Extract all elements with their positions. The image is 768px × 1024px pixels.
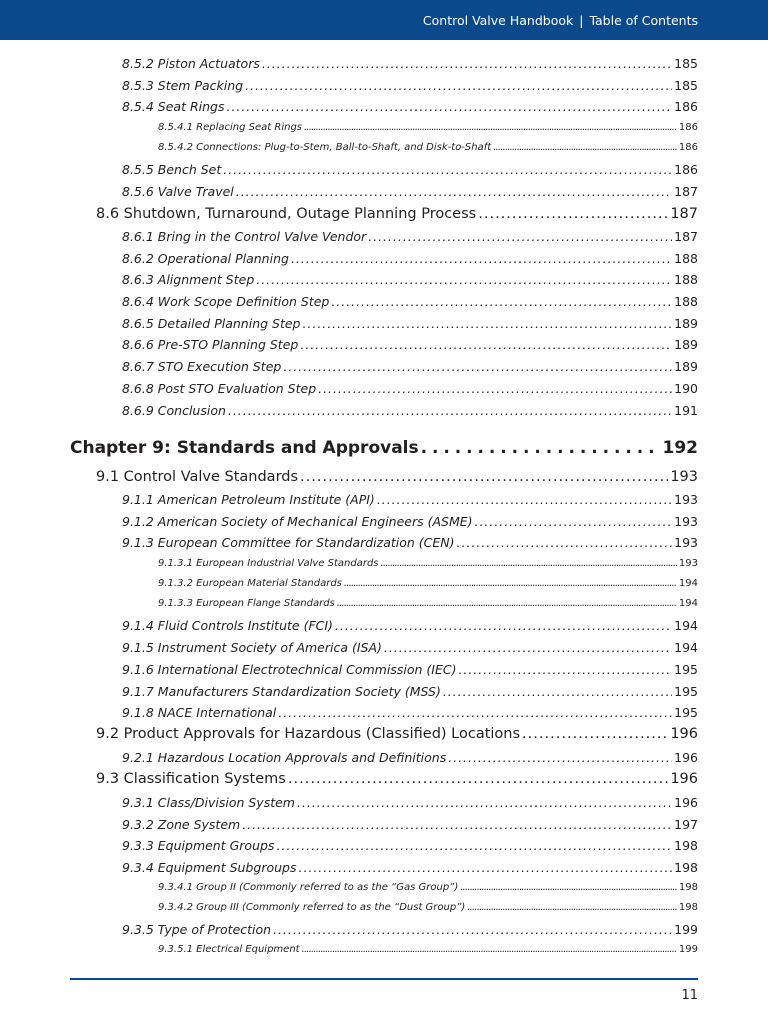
dot-leader bbox=[223, 162, 672, 177]
toc-entry-label: 9.3.3 Equipment Groups bbox=[122, 838, 275, 853]
toc-entry[interactable] bbox=[96, 771, 698, 787]
toc-entry-label: 9.3.1 Class/Division System bbox=[122, 795, 295, 810]
dot-leader bbox=[368, 229, 672, 244]
toc-entry-page: 187 bbox=[670, 206, 698, 222]
toc-entry[interactable] bbox=[158, 558, 698, 569]
toc-entry[interactable] bbox=[122, 403, 698, 418]
toc-entry-page: 193 bbox=[674, 535, 698, 550]
toc-entry[interactable] bbox=[96, 469, 698, 485]
toc-entry-label: 8.6.4 Work Scope Definition Step bbox=[122, 294, 330, 309]
dot-leader bbox=[300, 337, 672, 352]
toc-entry[interactable] bbox=[122, 662, 698, 677]
toc-entry-page: 188 bbox=[674, 294, 698, 309]
toc-entry-page: 198 bbox=[674, 860, 698, 875]
toc-entry[interactable] bbox=[122, 337, 698, 352]
toc-entry-label: 8.5.5 Bench Set bbox=[122, 162, 222, 177]
toc-entry-page: 187 bbox=[674, 229, 698, 244]
toc-entry-page: 195 bbox=[674, 684, 698, 699]
toc-entry-page: 196 bbox=[670, 726, 698, 742]
toc-entry-page: 196 bbox=[670, 771, 698, 787]
toc-entry-page: 194 bbox=[674, 640, 698, 655]
toc-entry-label: 8.6.2 Operational Planning bbox=[122, 251, 289, 266]
toc-entry[interactable] bbox=[122, 705, 698, 720]
dot-leader bbox=[344, 578, 677, 589]
dot-leader bbox=[337, 598, 677, 609]
toc-entry-page: 195 bbox=[674, 705, 698, 720]
toc-entry[interactable] bbox=[158, 142, 698, 153]
toc-entry-page: 193 bbox=[674, 514, 698, 529]
toc-entry-label: 9.1.5 Instrument Society of America (ISA) bbox=[122, 640, 382, 655]
toc-entry[interactable] bbox=[158, 944, 698, 955]
toc-entry-label: 9.3.5.1 Electrical Equipment bbox=[158, 944, 300, 955]
toc-entry[interactable] bbox=[122, 618, 698, 633]
toc-entry-label: 8.5.4.2 Connections: Plug-to-Stem, Ball-to-Shaft, and Disk-to-Shaft bbox=[158, 142, 492, 153]
footer-divider bbox=[70, 978, 698, 980]
dot-leader bbox=[331, 294, 672, 309]
toc-entry[interactable] bbox=[122, 251, 698, 266]
toc-entry[interactable] bbox=[122, 294, 698, 309]
toc-entry-page: 189 bbox=[674, 337, 698, 352]
toc-entry[interactable] bbox=[122, 78, 698, 93]
toc-entry-label: 9.1.3 European Committee for Standardization (CEN) bbox=[122, 535, 455, 550]
toc-entry-label: 9.1 Control Valve Standards bbox=[96, 469, 299, 485]
toc-entry-page: 192 bbox=[662, 438, 698, 458]
toc-entry-page: 198 bbox=[678, 882, 698, 893]
toc-entry-label: 8.6 Shutdown, Turnaround, Outage Planning Process bbox=[96, 206, 477, 222]
dot-leader bbox=[475, 514, 673, 529]
toc-entry[interactable] bbox=[122, 381, 698, 396]
dot-leader bbox=[291, 251, 672, 266]
toc-entry-page: 193 bbox=[678, 558, 698, 569]
toc-entry[interactable] bbox=[122, 535, 698, 550]
toc-entry-label: 9.3.5 Type of Protection bbox=[122, 922, 272, 937]
dot-leader bbox=[458, 662, 672, 677]
toc-entry-page: 194 bbox=[678, 578, 698, 589]
dot-leader bbox=[302, 316, 672, 331]
toc-entry[interactable] bbox=[96, 726, 698, 742]
dot-leader bbox=[335, 618, 672, 633]
toc-entry-page: 191 bbox=[674, 403, 698, 418]
toc-entry[interactable] bbox=[122, 860, 698, 875]
dot-leader bbox=[288, 771, 668, 787]
toc-entry-page: 196 bbox=[674, 795, 698, 810]
toc-entry-page: 195 bbox=[674, 662, 698, 677]
toc-entry[interactable] bbox=[122, 750, 698, 765]
toc-entry-page: 198 bbox=[674, 838, 698, 853]
dot-leader bbox=[493, 142, 677, 153]
toc-entry-page: 193 bbox=[674, 492, 698, 507]
dot-leader bbox=[457, 535, 673, 550]
toc-entry-page: 186 bbox=[674, 99, 698, 114]
toc-entry-page: 188 bbox=[674, 272, 698, 287]
toc-entry[interactable] bbox=[122, 316, 698, 331]
toc-entry-label: 8.5.3 Stem Packing bbox=[122, 78, 244, 93]
toc-entry-page: 186 bbox=[678, 142, 698, 153]
toc-entry-label: 8.5.4 Seat Rings bbox=[122, 99, 225, 114]
toc-entry-label: 9.2.1 Hazardous Location Approvals and Definitions bbox=[122, 750, 447, 765]
dot-leader bbox=[228, 403, 672, 418]
dot-leader bbox=[318, 381, 672, 396]
dot-leader bbox=[421, 438, 661, 458]
toc-entry[interactable] bbox=[158, 598, 698, 609]
toc-entry-label: 8.6.5 Detailed Planning Step bbox=[122, 316, 301, 331]
dot-leader bbox=[467, 902, 677, 913]
toc-entry-label: 8.6.1 Bring in the Control Valve Vendor bbox=[122, 229, 367, 244]
toc-entry-page: 187 bbox=[674, 184, 698, 199]
dot-leader bbox=[256, 272, 672, 287]
page-number: 11 bbox=[681, 988, 698, 1003]
dot-leader bbox=[460, 882, 677, 893]
toc-entry[interactable] bbox=[158, 902, 698, 913]
dot-leader bbox=[283, 359, 672, 374]
toc-entry-label: 8.6.3 Alignment Step bbox=[122, 272, 255, 287]
toc-entry[interactable] bbox=[122, 922, 698, 937]
toc-entry[interactable] bbox=[122, 184, 698, 199]
dot-leader bbox=[276, 838, 672, 853]
toc-entry-page: 185 bbox=[674, 56, 698, 71]
dot-leader bbox=[522, 726, 668, 742]
dot-leader bbox=[300, 469, 668, 485]
toc-entry-label: Chapter 9: Standards and Approvals bbox=[70, 438, 419, 458]
toc-entry-label: 9.1.2 American Society of Mechanical Engineers (ASME) bbox=[122, 514, 473, 529]
toc-entry[interactable] bbox=[122, 640, 698, 655]
toc-entry-page: 186 bbox=[678, 122, 698, 133]
toc-entry-label: 9.3.4 Equipment Subgroups bbox=[122, 860, 297, 875]
toc-entry-page: 194 bbox=[678, 598, 698, 609]
dot-leader bbox=[443, 684, 672, 699]
toc-entry-label: 9.1.8 NACE International bbox=[122, 705, 277, 720]
toc-entry-page: 189 bbox=[674, 316, 698, 331]
toc-entry-label: 9.1.3.2 European Material Standards bbox=[158, 578, 342, 589]
dot-leader bbox=[302, 944, 677, 955]
toc-entry[interactable] bbox=[122, 684, 698, 699]
toc-entry-page: 199 bbox=[678, 944, 698, 955]
toc-entry[interactable] bbox=[158, 122, 698, 133]
dot-leader bbox=[297, 795, 672, 810]
dot-leader bbox=[273, 922, 672, 937]
toc-entry[interactable] bbox=[122, 229, 698, 244]
toc-entry-label: 9.2 Product Approvals for Hazardous (Classified) Locations bbox=[96, 726, 521, 742]
toc-entry-label: 9.3.2 Zone System bbox=[122, 817, 241, 832]
dot-leader bbox=[299, 860, 673, 875]
dot-leader bbox=[377, 492, 672, 507]
toc-entry[interactable] bbox=[122, 162, 698, 177]
toc-entry-label: 9.1.3.1 European Industrial Valve Standards bbox=[158, 558, 379, 569]
dot-leader bbox=[478, 206, 668, 222]
toc-entry-page: 199 bbox=[674, 922, 698, 937]
toc-entry[interactable] bbox=[122, 838, 698, 853]
toc-entry-label: 9.3.4.1 Group II (Commonly referred to as the “Gas Group”) bbox=[158, 882, 459, 893]
toc-chapter-entry[interactable] bbox=[70, 438, 698, 458]
dot-leader bbox=[262, 56, 672, 71]
dot-leader bbox=[278, 705, 672, 720]
dot-leader bbox=[384, 640, 672, 655]
toc-entry-page: 189 bbox=[674, 359, 698, 374]
toc-entry-page: 197 bbox=[674, 817, 698, 832]
toc-entry-label: 9.1.3.3 European Flange Standards bbox=[158, 598, 335, 609]
toc-entry-page: 190 bbox=[674, 381, 698, 396]
section-title: Table of Contents bbox=[589, 13, 698, 28]
dot-leader bbox=[236, 184, 672, 199]
toc-entry-label: 9.3.4.2 Group III (Commonly referred to as the “Dust Group”) bbox=[158, 902, 466, 913]
toc-entry[interactable] bbox=[122, 795, 698, 810]
toc-entry-label: 8.6.9 Conclusion bbox=[122, 403, 226, 418]
toc-entry-page: 186 bbox=[674, 162, 698, 177]
toc-entry[interactable] bbox=[158, 578, 698, 589]
toc-entry-label: 8.5.4.1 Replacing Seat Rings bbox=[158, 122, 303, 133]
dot-leader bbox=[381, 558, 677, 569]
toc-entry[interactable] bbox=[122, 272, 698, 287]
toc-entry[interactable] bbox=[122, 99, 698, 114]
toc-entry[interactable] bbox=[158, 882, 698, 893]
toc-entry[interactable] bbox=[122, 492, 698, 507]
toc-entry-label: 8.5.6 Valve Travel bbox=[122, 184, 234, 199]
dot-leader bbox=[245, 78, 672, 93]
toc-entry-label: 9.1.6 International Electrotechnical Commission (IEC) bbox=[122, 662, 457, 677]
toc-entry-label: 9.3 Classification Systems bbox=[96, 771, 286, 787]
dot-leader bbox=[226, 99, 672, 114]
toc-entry[interactable] bbox=[122, 817, 698, 832]
toc-entry-page: 198 bbox=[678, 902, 698, 913]
toc-entry[interactable] bbox=[96, 206, 698, 222]
toc-entry[interactable] bbox=[122, 359, 698, 374]
toc-entry[interactable] bbox=[122, 514, 698, 529]
toc-entry-label: 8.5.2 Piston Actuators bbox=[122, 56, 260, 71]
toc-entry-page: 185 bbox=[674, 78, 698, 93]
toc-entry-label: 8.6.8 Post STO Evaluation Step bbox=[122, 381, 317, 396]
toc-entry-page: 188 bbox=[674, 251, 698, 266]
toc-entry-label: 9.1.7 Manufacturers Standardization Society (MSS) bbox=[122, 684, 441, 699]
toc-entry-page: 196 bbox=[674, 750, 698, 765]
toc-entry-label: 9.1.4 Fluid Controls Institute (FCI) bbox=[122, 618, 333, 633]
dot-leader bbox=[242, 817, 672, 832]
toc-entry-label: 8.6.7 STO Execution Step bbox=[122, 359, 282, 374]
toc-entry-label: 9.1.1 American Petroleum Institute (API) bbox=[122, 492, 375, 507]
book-title: Control Valve Handbook bbox=[422, 13, 574, 28]
dot-leader bbox=[448, 750, 672, 765]
toc-entry-page: 194 bbox=[674, 618, 698, 633]
header-separator: | bbox=[579, 13, 584, 28]
toc-entry[interactable] bbox=[122, 56, 698, 71]
toc-entry-page: 193 bbox=[670, 469, 698, 485]
toc-entry-label: 8.6.6 Pre-STO Planning Step bbox=[122, 337, 299, 352]
dot-leader bbox=[304, 122, 677, 133]
